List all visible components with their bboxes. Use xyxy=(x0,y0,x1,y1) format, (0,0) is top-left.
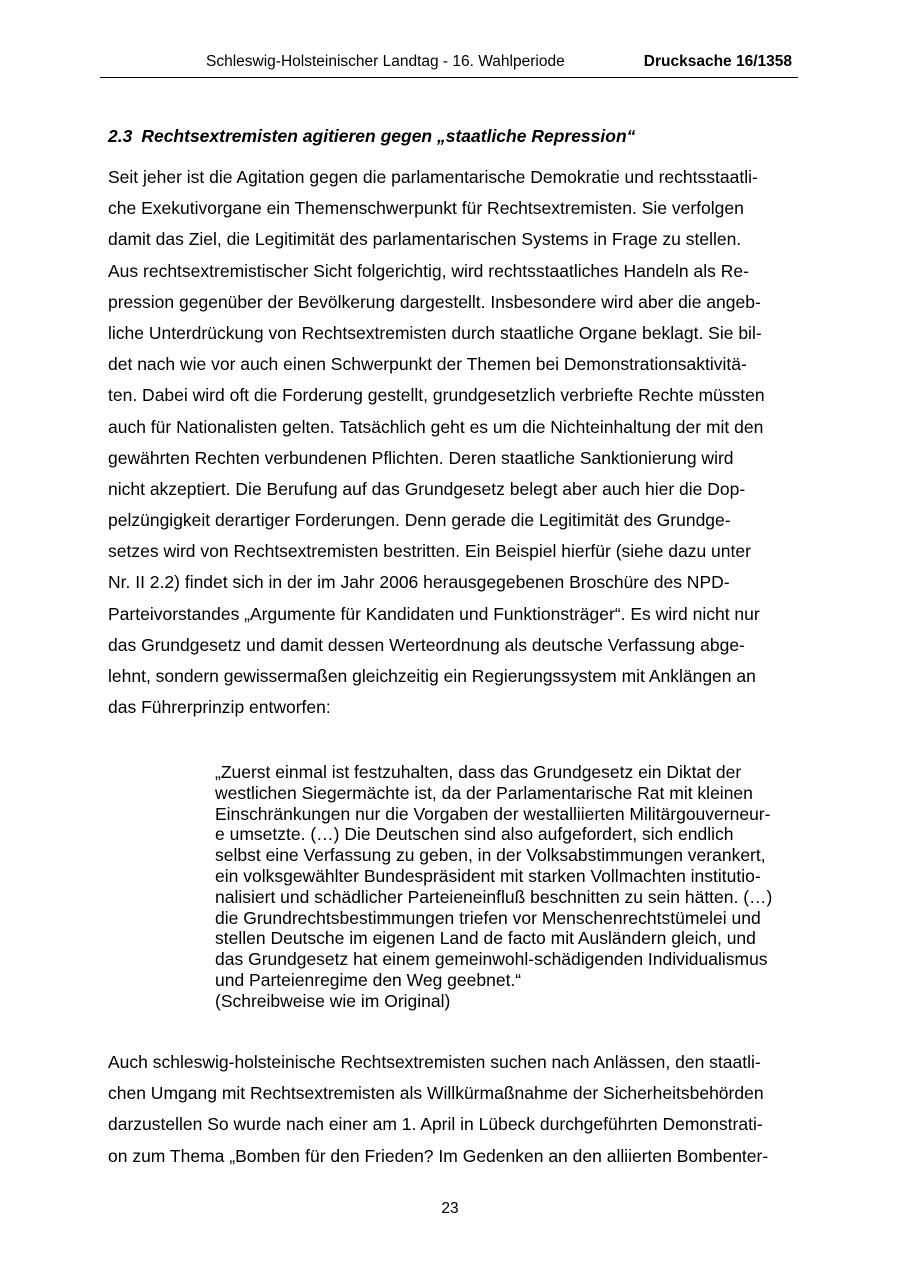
quote-line: und Parteienregime den Weg geebnet.“ xyxy=(215,969,522,990)
text-line: det nach wie vor auch einen Schwerpunkt der Themen bei Demonstrationsaktivitä- xyxy=(108,354,747,375)
block-quote xyxy=(215,762,815,1012)
text-line: on zum Thema „Bomben für den Frieden? Im Gedenken an den alliierten Bombenter- xyxy=(108,1145,769,1166)
text-line: Auch schleswig-holsteinische Rechtsextremisten suchen nach Anlässen, den staatli- xyxy=(108,1052,761,1072)
text-line: chen Umgang mit Rechtsextremisten als Willkürmaßnahme der Sicherheitsbehörden xyxy=(108,1083,764,1104)
text-line: setzes wird von Rechtsextremisten bestritten. Ein Beispiel hierfür (siehe dazu unter xyxy=(108,541,751,562)
text-line: auch für Nationalisten gelten. Tatsächlich geht es um die Nichteinhaltung der mit den xyxy=(108,416,764,437)
text-line: pelzüngigkeit derartiger Forderungen. Denn gerade die Legitimität des Grundge- xyxy=(108,510,731,531)
text-line: Parteivorstandes „Argumente für Kandidaten und Funktionsträger“. Es wird nicht nur xyxy=(108,603,760,624)
quote-line: stellen Deutsche im eigenen Land de facto mit Ausländern gleich, und xyxy=(215,928,756,949)
text-line: pression gegenüber der Bevölkerung dargestellt. Insbesondere wird aber die angeb- xyxy=(108,291,761,312)
quote-line: selbst eine Verfassung zu geben, in der Volksabstimmungen verankert, xyxy=(215,845,766,866)
quote-line: nalisiert und schädlicher Parteieneinfluß beschnitten zu sein hätten. (…) xyxy=(215,886,773,907)
quote-source-note: (Schreibweise wie im Original) xyxy=(215,990,451,1011)
text-line: che Exekutivorgane ein Themenschwerpunkt für Rechtsextremisten. Sie verfolgen xyxy=(108,198,744,219)
section-heading xyxy=(108,126,635,147)
page-number: 23 xyxy=(441,1200,459,1217)
quote-line: „Zuerst einmal ist festzuhalten, dass das Grundgesetz ein Diktat der xyxy=(215,762,742,782)
section-title: Rechtsextremisten agitieren gegen „staatliche Repression“ xyxy=(141,126,636,146)
text-line: Aus rechtsextremistischer Sicht folgerichtig, wird rechtsstaatliches Handeln als Re- xyxy=(108,260,749,281)
text-line: liche Unterdrückung von Rechtsextremisten durch staatliche Organe beklagt. Sie bil- xyxy=(108,322,762,343)
text-line: lehnt, sondern gewissermaßen gleichzeitig ein Regierungssystem mit Anklängen an xyxy=(108,666,756,686)
text-line: Nr. II 2.2) findet sich in der im Jahr 2006 herausgegebenen Broschüre des NPD- xyxy=(108,572,730,593)
text-line: darzustellen So wurde nach einer am 1. April in Lübeck durchgeführten Demonstrati- xyxy=(108,1114,763,1135)
quote-line: das Grundgesetz hat einem gemeinwohl-schädigenden Individualismus xyxy=(215,949,768,970)
quote-line: die Grundrechtsbestimmungen triefen vor Menschenrechtstümelei und xyxy=(215,907,761,928)
text-line: ten. Dabei wird oft die Forderung gestellt, grundgesetzlich verbriefte Rechte müssten xyxy=(108,385,765,406)
quote-line: Einschränkungen nur die Vorgaben der westalliierten Militärgouverneur- xyxy=(215,803,771,824)
quote-line: e umsetzte. (…) Die Deutschen sind also aufgefordert, sich endlich xyxy=(215,824,734,845)
text-line: gewährten Rechten verbundenen Pflichten. Deren staatliche Sanktionierung wird xyxy=(108,447,734,468)
quote-line: ein volksgewählter Bundespräsident mit starken Vollmachten institutio- xyxy=(215,865,761,886)
text-line: damit das Ziel, die Legitimität des parlamentarischen Systems in Frage zu stellen. xyxy=(108,229,742,250)
quote-line: westlichen Siegermächte ist, da der Parlamentarische Rat mit kleinen xyxy=(215,782,753,803)
text-line: nicht akzeptiert. Die Berufung auf das Grundgesetz belegt aber auch hier die Dop- xyxy=(108,478,746,499)
text-line: Seit jeher ist die Agitation gegen die parlamentarische Demokratie und rechtsstaatli- xyxy=(108,167,758,187)
text-line: das Führerprinzip entworfen: xyxy=(108,697,331,718)
text-line: das Grundgesetz und damit dessen Werteordnung als deutsche Verfassung abge- xyxy=(108,634,745,655)
paragraph-2 xyxy=(108,1051,808,1176)
section-number: 2.3 xyxy=(108,126,133,146)
page-header xyxy=(100,50,798,78)
header-doc-number: Drucksache 16/1358 xyxy=(643,53,792,70)
paragraph-1 xyxy=(108,166,808,727)
header-title: Schleswig-Holsteinischer Landtag - 16. Wahlperiode xyxy=(206,53,565,70)
